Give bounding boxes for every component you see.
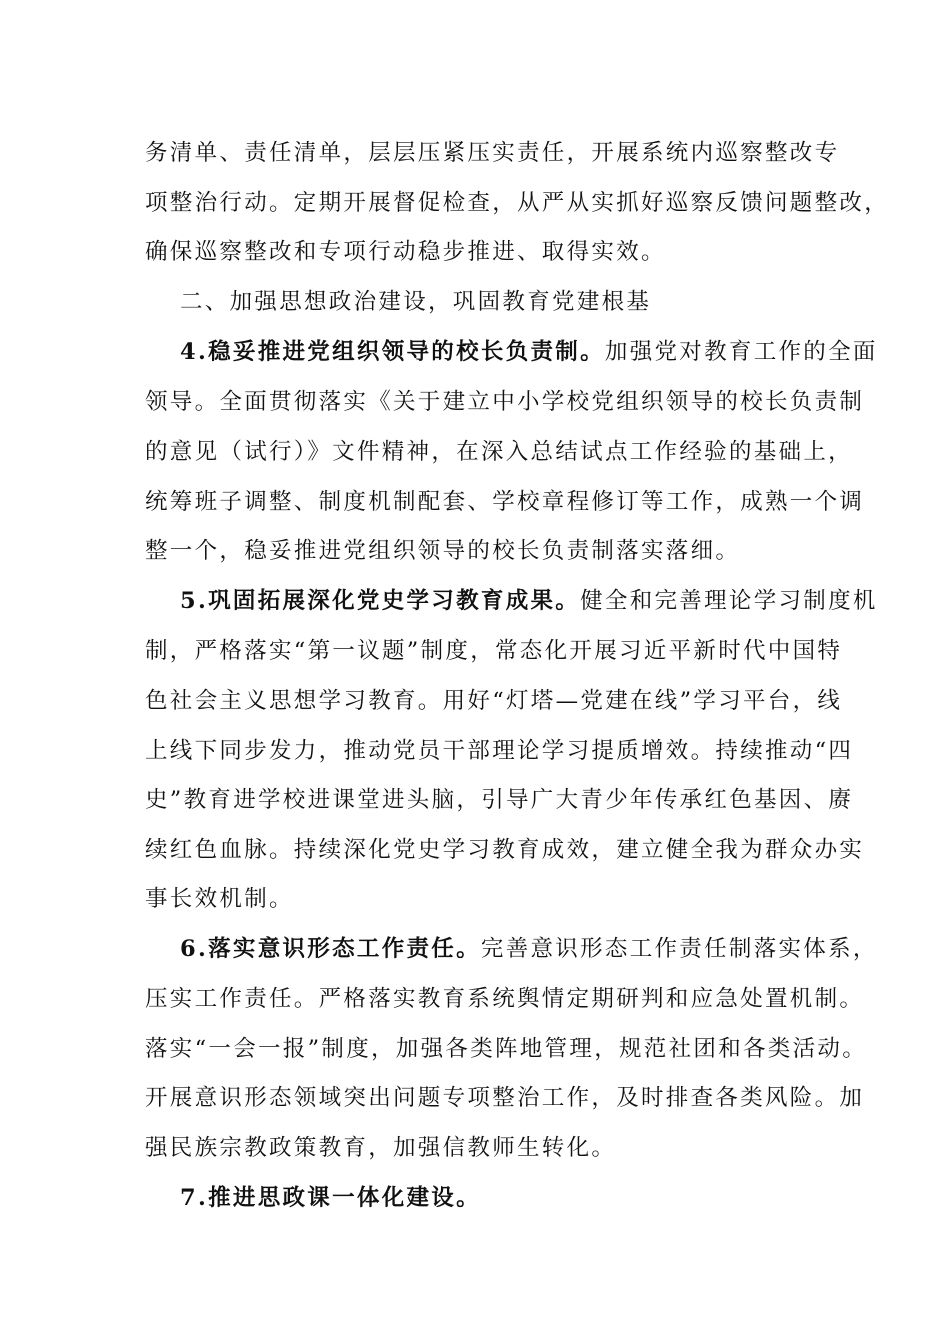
paragraph-line: 上线下同步发力，推动党员干部理论学习提质增效。持续推动“四 [145, 738, 854, 764]
paragraph-line: 务清单、责任清单，层层压紧压实责任，开展系统内巡察整改专 [145, 140, 840, 166]
section-heading: 二、加强思想政治建设，巩固教育党建根基 [180, 289, 652, 315]
item-6-text: 完善意识形态工作责任制落实体系， [480, 936, 878, 962]
paragraph-line: 确保巡察整改和专项行动稳步推进、取得实效。 [145, 239, 666, 265]
item-4-text: 加强党对教育工作的全面 [604, 339, 878, 365]
item-6-first-line [180, 934, 878, 964]
paragraph-line: 制，严格落实“第一议题”制度，常态化开展习近平新时代中国特 [145, 638, 843, 664]
paragraph-line: 续红色血脉。持续深化党史学习教育成效，建立健全我为群众办实 [145, 837, 865, 863]
paragraph-line: 史”教育进学校进课堂进头脑，引导广大青少年传承红色基因、赓 [145, 787, 854, 813]
paragraph-line: 落实“一会一报”制度，加强各类阵地管理，规范社团和各类活动。 [145, 1036, 868, 1062]
paragraph-line: 项整治行动。定期开展督促检查，从严从实抓好巡察反馈问题整改， [145, 190, 890, 216]
item-4-title: 4.稳妥推进党组织领导的校长负责制。 [180, 339, 605, 365]
paragraph-line: 整一个，稳妥推进党组织领导的校长负责制落实落细。 [145, 538, 741, 564]
paragraph-line: 事长效机制。 [145, 886, 294, 912]
item-5-text: 健全和完善理论学习制度机 [580, 588, 878, 614]
paragraph-line: 统筹班子调整、制度机制配套、学校章程修订等工作，成熟一个调 [145, 489, 865, 515]
paragraph-line: 压实工作责任。严格落实教育系统舆情定期研判和应急处置机制。 [145, 986, 865, 1012]
item-5-title: 5.巩固拓展深化党史学习教育成果。 [180, 588, 581, 614]
paragraph-line: 的意见（试行）》文件精神，在深入总结试点工作经验的基础上， [145, 439, 853, 465]
paragraph-line: 强民族宗教政策教育，加强信教师生转化。 [145, 1135, 617, 1161]
paragraph-line: 开展意识形态领域突出问题专项整治工作，及时排查各类风险。加 [145, 1085, 865, 1111]
paragraph-line: 领导。全面贯彻落实《关于建立中小学校党组织领导的校长负责制 [145, 389, 865, 415]
item-7-title: 7.推进思政课一体化建设。 [180, 1185, 481, 1211]
paragraph-line: 色社会主义思想学习教育。用好“灯塔—党建在线”学习平台，线 [145, 688, 843, 714]
item-6-title: 6.落实意识形态工作责任。 [180, 936, 481, 962]
item-4-first-line [180, 337, 878, 367]
item-5-first-line [180, 586, 878, 616]
